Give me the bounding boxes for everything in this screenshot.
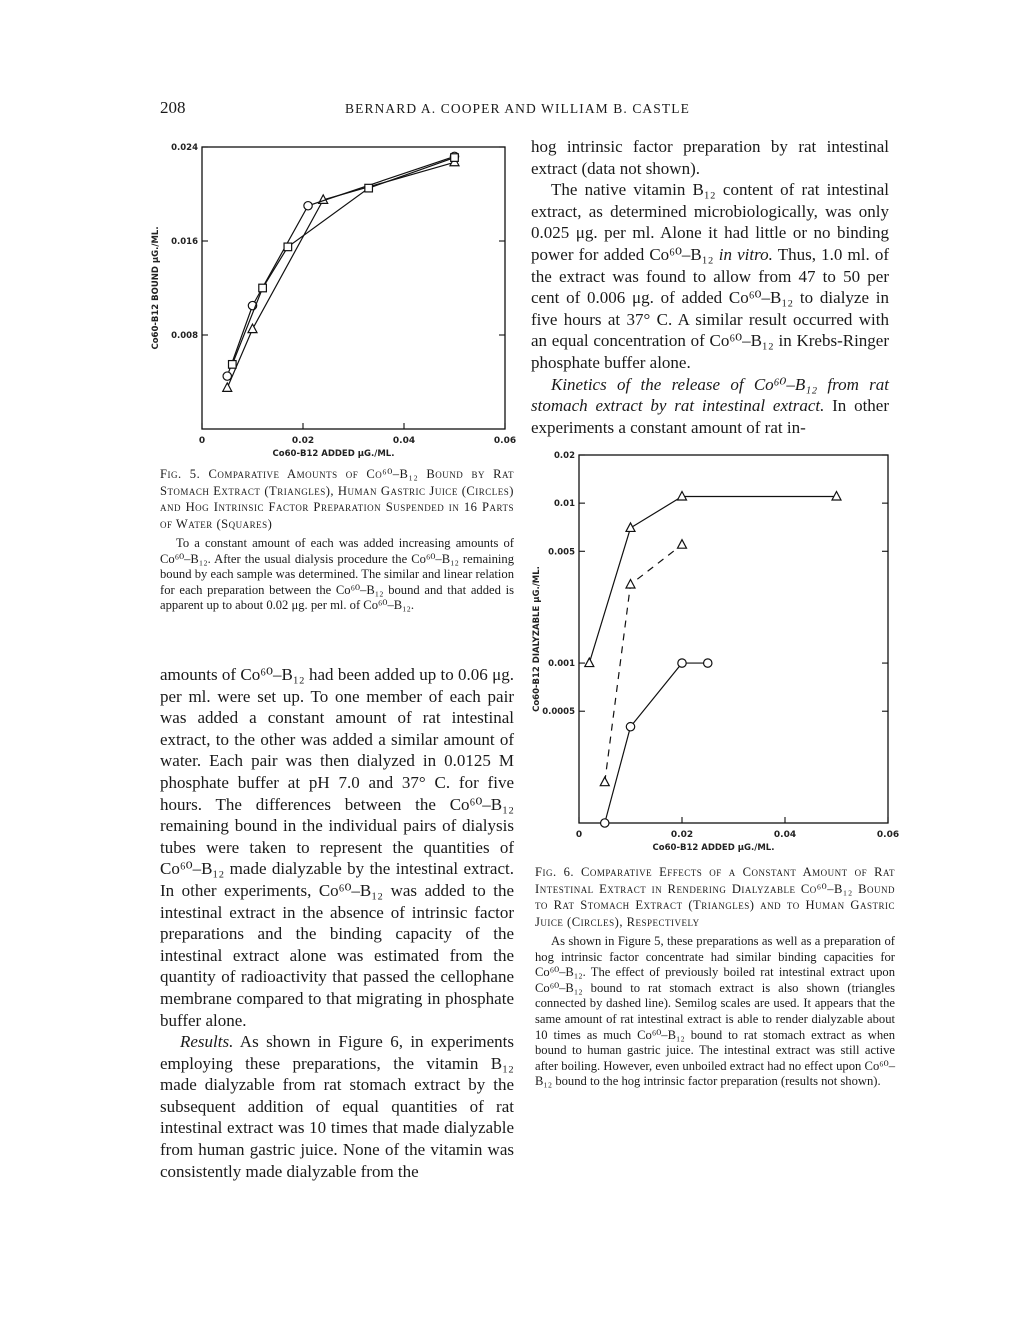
y-tick-label: 0.016 <box>171 237 198 247</box>
figure-5-label: Fig. 5. <box>160 467 201 481</box>
figure-6-caption-title <box>535 864 895 930</box>
right-paragraph-2-a: The native vitamin B₁₂ content of rat intestinal extract, as determined microbiologically, was only 0.025 μg. per ml. Alone it had little or no binding power for added Co⁶⁰–B₁₂ <box>531 180 889 264</box>
page-number: 208 <box>160 98 186 117</box>
x-tick-label: 0.04 <box>392 436 416 446</box>
figure-6-caption-body <box>535 934 895 1090</box>
figure-5-chart <box>140 138 520 468</box>
results-heading: Results. <box>180 1032 234 1052</box>
series-line-triangle <box>589 497 836 664</box>
y-tick-label: 0.024 <box>171 143 198 153</box>
x-axis-label: Co60-B12 ADDED μG./ML. <box>272 449 395 459</box>
data-point-triangle <box>585 658 594 667</box>
x-tick-label: 0 <box>575 830 583 840</box>
left-paragraph-1: amounts of Co⁶⁰–B₁₂ had been added up to 0.06 μg. per ml. were set up. To one member of each pair was added a constant amount of rat intestinal extract, to the other was added a similar amount of water. Each pair was then dialyzed in 0.0125 M phosphate buffer at pH 7.0 and 37° C. for five hours. The differences between the Co⁶⁰–B₁₂ remaining bound in the individual pairs of dialysis tubes were taken to represent the quantities of Co⁶⁰–B₁₂ made dialyzable by the intestinal extract. In other experiments, Co⁶⁰–B₁₂ was added to the intestinal extract in the absence of intrinsic factor preparations and the binding capacity of the intestinal extract alone was estimated from the quantity of radioactivity that passed the cellophane membrane compared to that migrating in phosphate buffer alone. <box>160 665 514 1030</box>
data-point-circle <box>304 202 312 210</box>
left-paragraph-2 <box>160 1031 514 1182</box>
plot-frame <box>579 455 888 823</box>
y-tick-label: 0.005 <box>548 547 575 558</box>
figure-5-caption <box>160 466 514 614</box>
data-point-triangle <box>678 492 687 501</box>
data-point-square <box>259 284 267 292</box>
figure-5-caption-text: To a constant amount of each was added increasing amounts of Co⁶⁰–B₁₂. After the usual dialysis procedure the Co⁶⁰–B₁₂ remaining bound by each sample was determined. The similar and linear relation for each preparation between the Co⁶⁰–B₁₂ bound and that added is apparent up to about 0.02 μg. per ml. of Co⁶⁰–B₁₂. <box>160 536 514 613</box>
x-tick-label: 0.02 <box>670 830 694 840</box>
figure-6-chart <box>520 445 900 860</box>
right-paragraph-3 <box>531 374 889 439</box>
left-column <box>160 664 514 1182</box>
x-tick-label: 0.06 <box>876 830 900 840</box>
x-tick-label: 0.02 <box>291 436 315 446</box>
x-tick-label: 0.06 <box>493 436 517 446</box>
figure-6-caption-text: As shown in Figure 5, these preparations as well as a preparation of hog intrinsic factor concentrate had similar binding capacities for Co⁶⁰–B₁₂. The effect of previously boiled rat intestinal extract upon Co⁶⁰–B₁₂ bound to rat stomach extract is also shown (triangles connected by dashed line). Semilog scales are used. It appears that the same amount of rat intestinal extract is able to render dialyzable about 10 times as much Co⁶⁰–B₁₂ bound to rat stomach extract as when bound to human gastric juice. The intestinal extract was still active after boiling. However, even unboiled extract had no effect upon Co⁶⁰–B₁₂ bound to the hog intrinsic factor preparation (results not shown). <box>535 934 895 1089</box>
data-point-triangle <box>832 492 841 501</box>
running-head: BERNARD A. COOPER AND WILLIAM B. CASTLE <box>345 101 690 116</box>
right-column <box>531 136 889 438</box>
series-line-triangle-dashed <box>605 545 682 783</box>
y-axis-label: Co60-B12 BOUND μG./ML. <box>151 226 161 350</box>
series-line-triangle <box>227 162 454 388</box>
data-point-triangle <box>600 777 609 786</box>
right-paragraph-3-text: In other experiments a constant amount of rat in- <box>531 396 890 437</box>
x-tick-label: 0.04 <box>773 830 797 840</box>
right-paragraph-2-b: Thus, 1.0 ml. of the extract was found to allow from 47 to 50 per cent of 0.006 μg. of added Co⁶⁰–B₁₂ to dialyze in five hours at 37° C. A similar result occurred with an equal concentration of Co⁶⁰–B₁₂ in Krebs-Ringer phosphate buffer alone. <box>531 244 890 372</box>
figure-5-caption-title <box>160 466 514 532</box>
y-tick-label: 0.008 <box>171 331 198 341</box>
series-line-circle <box>605 663 708 823</box>
y-tick-label: 0.02 <box>554 451 575 461</box>
y-tick-label: 0.0005 <box>542 707 575 718</box>
figure-6-caption <box>535 864 895 1090</box>
kinetics-heading: Kinetics of the release of Co⁶⁰–B₁₂ from rat stomach extract by rat intestinal extract. <box>531 374 889 416</box>
series-line-circle <box>227 156 454 376</box>
figure-5-title: Comparative Amounts of Co⁶⁰–B₁₂ Bound by Rat Stomach Extract (Triangles), Human Gastric Juice (Circles) and Hog Intrinsic Factor Preparation Suspended in 16 Parts of Water (Squares) <box>160 467 515 531</box>
y-tick-label: 0.01 <box>554 499 575 510</box>
figure-6-title: Comparative Effects of a Constant Amount of Rat Intestinal Extract in Rendering Dialyzable Co⁶⁰–B₁₂ Bound to Rat Stomach Extract (Triangles) and to Human Gastric Juice (Circles), Respectively <box>535 865 896 929</box>
x-tick-label: 0 <box>198 436 206 446</box>
data-point-circle <box>704 659 712 667</box>
data-point-triangle <box>678 540 687 549</box>
figure-5-caption-body <box>160 536 514 614</box>
data-point-square <box>365 184 373 192</box>
right-paragraph-1: hog intrinsic factor preparation by rat intestinal extract (data not shown). <box>531 137 889 178</box>
right-paragraph-2 <box>531 179 889 373</box>
plot-frame <box>202 147 505 429</box>
data-point-triangle <box>248 324 257 333</box>
data-point-triangle <box>626 579 635 588</box>
series-line-square <box>232 158 454 365</box>
y-axis-label: Co60-B12 DIALYZABLE μG./ML. <box>532 566 542 712</box>
left-paragraph-2-text: As shown in Figure 6, in experiments employing these preparations, the vitamin B₁₂ made dialyzable from rat stomach extract by the subsequent addition of equal quantities of rat intestinal extract was 10 times that made dialyzable from human gastric juice. None of the vitamin was consistently made dialyzable from the <box>160 1032 514 1181</box>
y-tick-label: 0.001 <box>548 659 575 670</box>
x-axis-label: Co60-B12 ADDED μG./ML. <box>652 843 775 853</box>
figure-6 <box>520 445 900 860</box>
data-point-square <box>451 154 459 162</box>
data-point-circle <box>626 723 634 731</box>
data-point-triangle <box>223 383 232 392</box>
data-point-circle <box>678 659 686 667</box>
right-paragraph-2-italic: in vitro. <box>718 244 773 264</box>
data-point-square <box>284 243 292 251</box>
figure-5 <box>140 138 520 468</box>
data-point-triangle <box>626 523 635 532</box>
data-point-circle <box>601 819 609 827</box>
data-point-circle <box>223 372 231 380</box>
figure-6-label: Fig. 6. <box>535 865 575 879</box>
data-point-square <box>229 361 237 369</box>
